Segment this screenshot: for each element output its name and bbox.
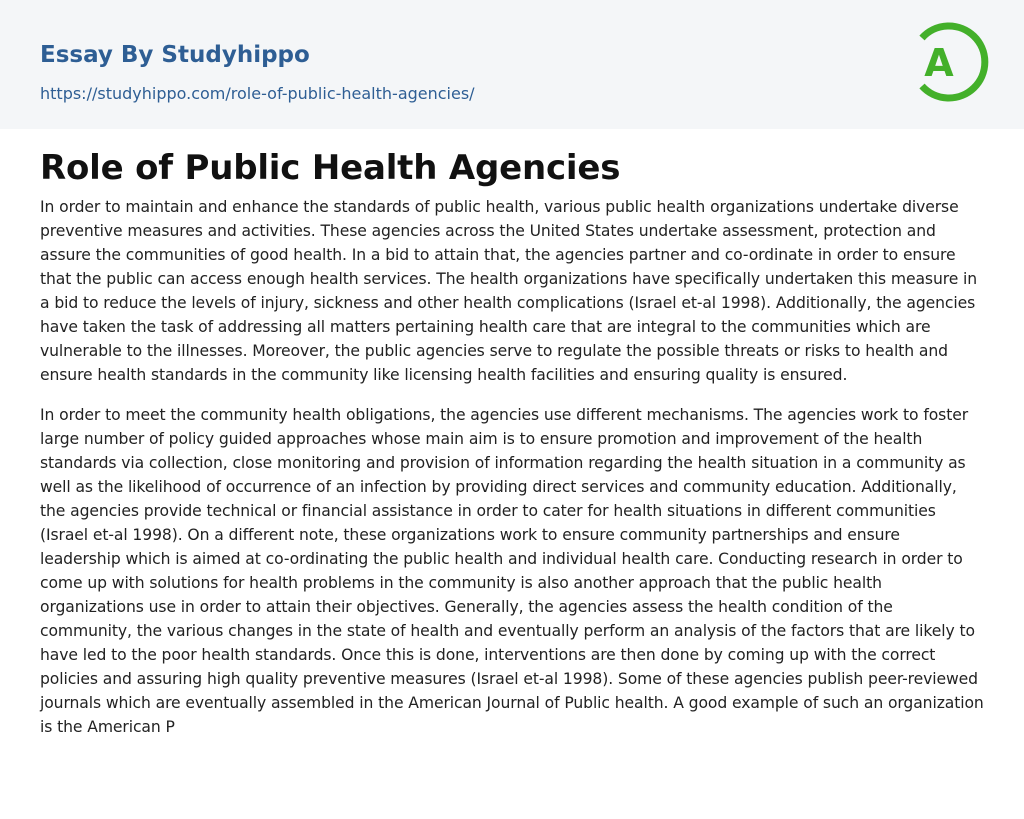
article <box>40 145 984 755</box>
article-paragraph-2: In order to meet the community health obligations, the agencies use different mechanisms. The agencies work to foster large number of policy guided approaches whose main aim is to ensure promotion and improvement of the health standards via collection, close monitoring and provision of information regarding the health situation in a community as well as the likelihood of occurrence of an infection by providing direct services and community education. Additionally, the agencies provide technical or financial assistance in order to cater for health situations in different communities (Israel et-al 1998). On a different note, these organizations work to ensure community partnerships and ensure leadership which is aimed at co-ordinating the public health and individual health care. Conducting research in order to come up with solutions for health problems in the community is also another approach that the public health organizations use in order to attain their objectives. Generally, the agencies assess the health condition of the community, the various changes in the state of health and eventually perform an analysis of the factors that are likely to have led to the poor health standards. Once this is done, interventions are then done by coming up with the correct policies and assuring high quality preventive measures (Israel et-al 1998). Some of these agencies publish peer-reviewed journals which are eventually assembled in the American Journal of Public health. A good example of such an organization is the American P <box>40 406 984 736</box>
article-paragraph-1: In order to maintain and enhance the standards of public health, various public health organizations undertake diverse preventive measures and activities. These agencies across the United States undertake assessment, protection and assure the communities of good health. In a bid to attain that, the agencies partner and co-ordinate in order to ensure that the public can access enough health services. The health organizations have specifically undertaken this measure in a bid to reduce the levels of injury, sickness and other health complications (Israel et-al 1998). Additionally, the agencies have taken the task of addressing all matters pertaining health care that are integral to the communities which are vulnerable to the illnesses. Moreover, the public agencies serve to regulate the possible threats or risks to health and ensure health standards in the community like licensing health facilities and ensuring quality is ensured. <box>40 198 978 384</box>
brand-title[interactable]: Essay By Studyhippo <box>40 42 310 68</box>
logo-icon <box>906 18 990 106</box>
page-url-link[interactable]: https://studyhippo.com/role-of-public-health-agencies/ <box>40 84 475 103</box>
site-header <box>0 0 1024 129</box>
studyhippo-logo[interactable] <box>906 18 990 106</box>
logo-letter: A <box>924 41 954 85</box>
page-title: Role of Public Health Agencies <box>40 148 621 188</box>
